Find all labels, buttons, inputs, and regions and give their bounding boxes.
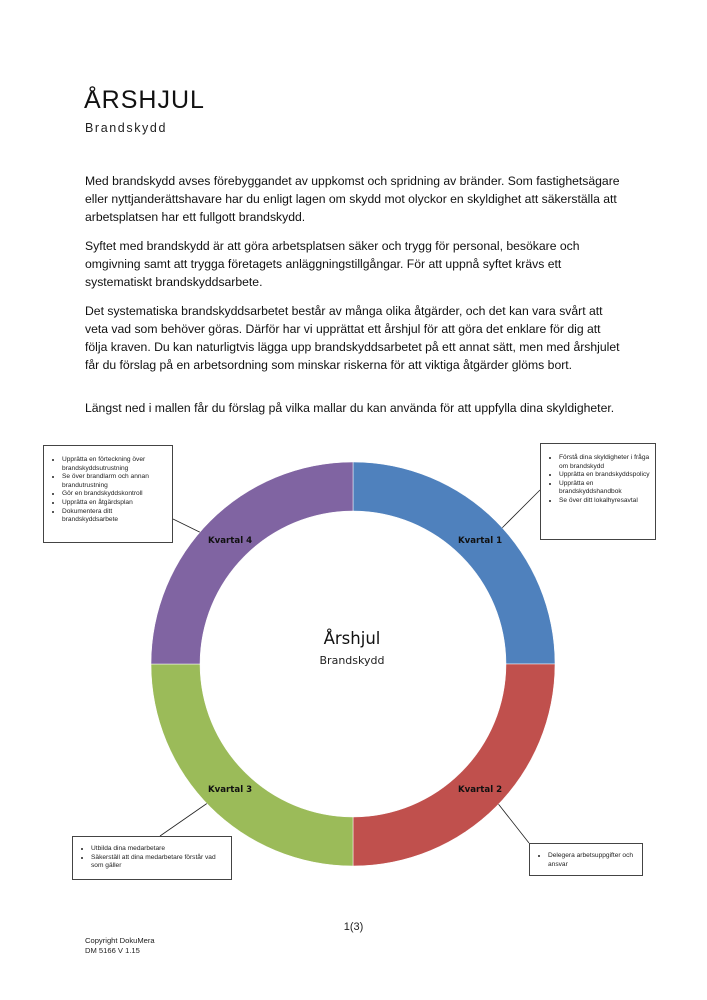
quarter-1-callout bbox=[540, 443, 656, 540]
quarter-3-label: Kvartal 3 bbox=[208, 785, 253, 795]
task-item: • Förstå dina skyldigheter i fråga om brandskydd bbox=[559, 454, 651, 471]
quarter-3-callout bbox=[72, 836, 232, 880]
page-title: ÅRSHJUL bbox=[84, 86, 205, 114]
document-id: DM 5166 V 1.15 bbox=[85, 946, 140, 955]
quarter-4-callout bbox=[43, 445, 173, 543]
quarter-1-task-list bbox=[543, 454, 651, 506]
quarter-2-segment bbox=[353, 664, 555, 866]
footer bbox=[85, 936, 155, 956]
task-item: • Säkerställ att dina medarbetare förstår vad som gäller bbox=[91, 854, 225, 871]
task-item: • Dokumentera ditt brandskyddsarbete bbox=[62, 508, 166, 525]
quarter-1-label: Kvartal 1 bbox=[458, 536, 503, 546]
quarter-4-label: Kvartal 4 bbox=[208, 536, 253, 546]
quarter-2-label: Kvartal 2 bbox=[458, 785, 503, 795]
wheel-center-subtitle: Brandskydd bbox=[319, 654, 385, 667]
wheel-center-title: Årshjul bbox=[323, 629, 381, 648]
task-item: • Se över brandlarm och annan brandutrustning bbox=[62, 473, 166, 490]
intro-paragraph: Med brandskydd avses förebyggandet av uppkomst och spridning av bränder. Som fastighetsägare eller nyttjanderättshavare har du enligt lagen om skydd mot olyckor en skyldighet att säkerställa att arbetsplatsen har ett fullgott brandskydd. bbox=[85, 174, 620, 224]
purpose-paragraph: Syftet med brandskydd är att göra arbetsplatsen säker och trygg för personal, besökare och omgivning samt att trygga företagets anläggningstillgångar. För att uppnå syftet krävs ett systematiskt brandskyddsarbete. bbox=[85, 239, 580, 289]
task-item: • Gör en brandskyddskontroll bbox=[62, 490, 166, 499]
quarter-2-task-list bbox=[532, 852, 638, 869]
quarter-4-task-list bbox=[46, 456, 166, 525]
copyright-text: Copyright DokuMera bbox=[85, 936, 155, 945]
task-item: • Upprätta en förteckning över brandskyddsutrustning bbox=[62, 456, 166, 473]
page-number: 1(3) bbox=[343, 921, 364, 933]
systematic-work-paragraph: Det systematiska brandskyddsarbetet består av många olika åtgärder, och det kan vara svårt att veta vad som behöver göras. Därför har vi upprättat ett årshjul för att göra det enklare för dig att följa kraven. Du kan naturligtvis lägga upp brandskyddsarbetet på ett annat sätt, men med årshjulet får du förslag på en arbetsordning som minskar riskerna för att viktiga åtgärder glöms bort. bbox=[85, 304, 620, 372]
quarter-1-segment bbox=[353, 462, 555, 664]
task-item: • Upprätta en brandskyddshandbok bbox=[559, 480, 651, 497]
quarter-2-callout bbox=[529, 843, 643, 876]
task-item: • Utbilda dina medarbetare bbox=[91, 845, 225, 854]
quarter-3-task-list bbox=[75, 845, 225, 871]
connector-line-q2 bbox=[496, 801, 529, 843]
connector-line-q1 bbox=[500, 490, 540, 530]
task-item: • Se över ditt lokalhyresavtal bbox=[559, 497, 651, 506]
task-item: • Upprätta en brandskyddspolicy bbox=[559, 471, 651, 480]
page-subtitle: Brandskydd bbox=[85, 121, 168, 135]
task-item: • Delegera arbetsuppgifter och ansvar bbox=[548, 852, 638, 869]
task-item: • Upprätta en åtgärdsplan bbox=[62, 499, 166, 508]
templates-paragraph: Längst ned i mallen får du förslag på vilka mallar du kan använda för att uppfylla dina skyldigheter. bbox=[85, 401, 615, 415]
